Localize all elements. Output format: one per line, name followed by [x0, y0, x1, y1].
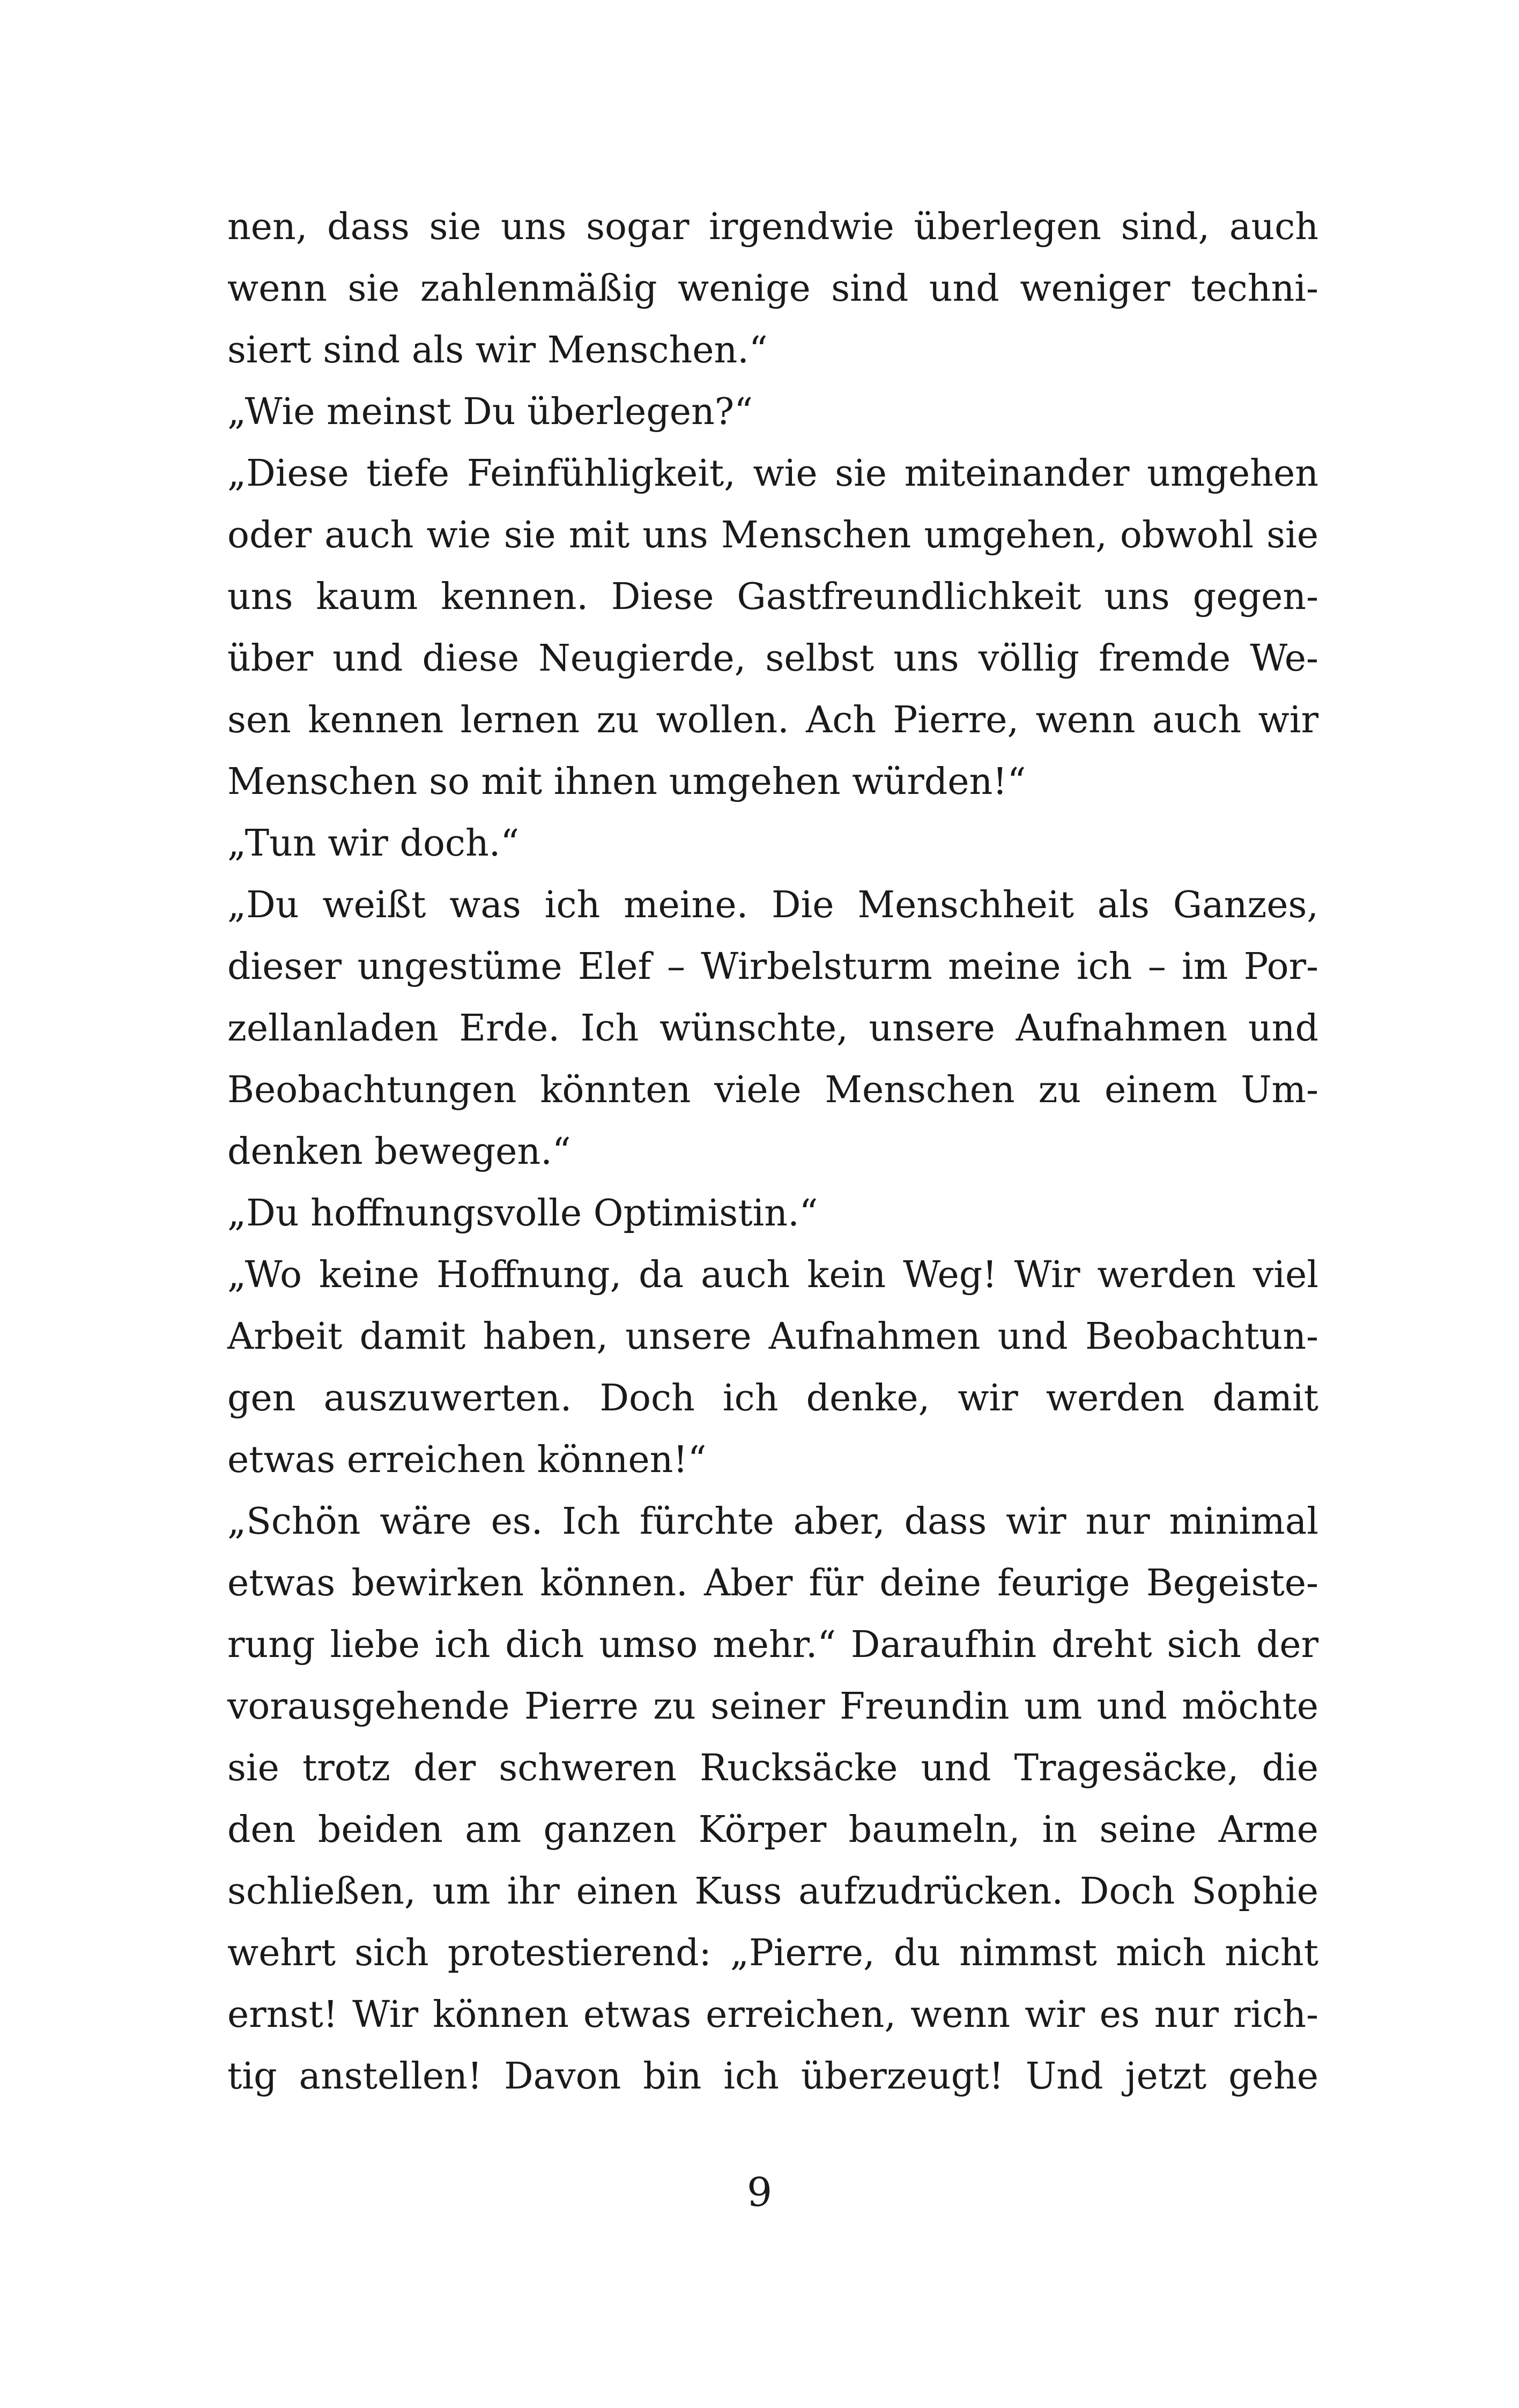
- text-line: dieser ungestüme Elef – Wirbelsturm meine ich – im Por-: [227, 946, 1318, 988]
- text-line: „Wie meinst Du überlegen?“: [227, 391, 753, 433]
- text-line: „Schön wäre es. Ich fürchte aber, dass wir nur minimal: [227, 1500, 1318, 1543]
- text-line: vorausgehende Pierre zu seiner Freundin um und möchte: [227, 1685, 1318, 1728]
- page-number: 9: [746, 2169, 773, 2216]
- text-line: nen, dass sie uns sogar irgendwie überlegen sind, auch: [227, 206, 1318, 248]
- text-line: wenn sie zahlenmäßig wenige sind und weniger techni-: [227, 267, 1318, 310]
- text-line: schließen, um ihr einen Kuss aufzudrücken. Doch Sophie: [227, 1870, 1318, 1913]
- text-line: denken bewegen.“: [227, 1131, 571, 1173]
- text-line: etwas bewirken können. Aber für deine feurige Begeiste-: [227, 1562, 1318, 1604]
- text-line: oder auch wie sie mit uns Menschen umgehen, obwohl sie: [227, 514, 1318, 556]
- text-line: Arbeit damit haben, unsere Aufnahmen und Beobachtun-: [227, 1316, 1318, 1358]
- text-line: „Diese tiefe Feinfühligkeit, wie sie miteinander umgehen: [227, 452, 1318, 495]
- text-line: „Wo keine Hoffnung, da auch kein Weg! Wir werden viel: [227, 1254, 1318, 1296]
- text-line: Menschen so mit ihnen umgehen würden!“: [227, 761, 1026, 803]
- text-line: sie trotz der schweren Rucksäcke und Tragesäcke, die: [227, 1747, 1318, 1789]
- text-line: etwas erreichen können!“: [227, 1439, 707, 1481]
- text-line: rung liebe ich dich umso mehr.“ Daraufhin dreht sich der: [227, 1624, 1318, 1666]
- text-line: tig anstellen! Davon bin ich überzeugt! Und jetzt gehe: [227, 2055, 1318, 2098]
- text-line: wehrt sich protestierend: „Pierre, du nimmst mich nicht: [227, 1932, 1318, 1974]
- text-line: „Du hoffnungsvolle Optimistin.“: [227, 1192, 818, 1235]
- text-line: „Tun wir doch.“: [227, 822, 520, 865]
- text-line: ernst! Wir können etwas erreichen, wenn wir es nur rich-: [227, 1994, 1318, 2036]
- body-text: [227, 196, 1318, 2107]
- text-line: „Du weißt was ich meine. Die Menschheit als Ganzes,: [227, 884, 1318, 926]
- text-line: sen kennen lernen zu wollen. Ach Pierre, wenn auch wir: [227, 699, 1318, 741]
- text-line: zellanladen Erde. Ich wünschte, unsere Aufnahmen und: [227, 1007, 1318, 1050]
- text-line: siert sind als wir Menschen.“: [227, 329, 768, 371]
- text-line: gen auszuwerten. Doch ich denke, wir werden damit: [227, 1377, 1318, 1419]
- text-line: über und diese Neugierde, selbst uns völlig fremde We-: [227, 637, 1318, 680]
- text-line: den beiden am ganzen Körper baumeln, in seine Arme: [227, 1809, 1318, 1851]
- text-line: uns kaum kennen. Diese Gastfreundlichkeit uns gegen-: [227, 576, 1318, 618]
- text-line: Beobachtungen könnten viele Menschen zu einem Um-: [227, 1069, 1318, 1111]
